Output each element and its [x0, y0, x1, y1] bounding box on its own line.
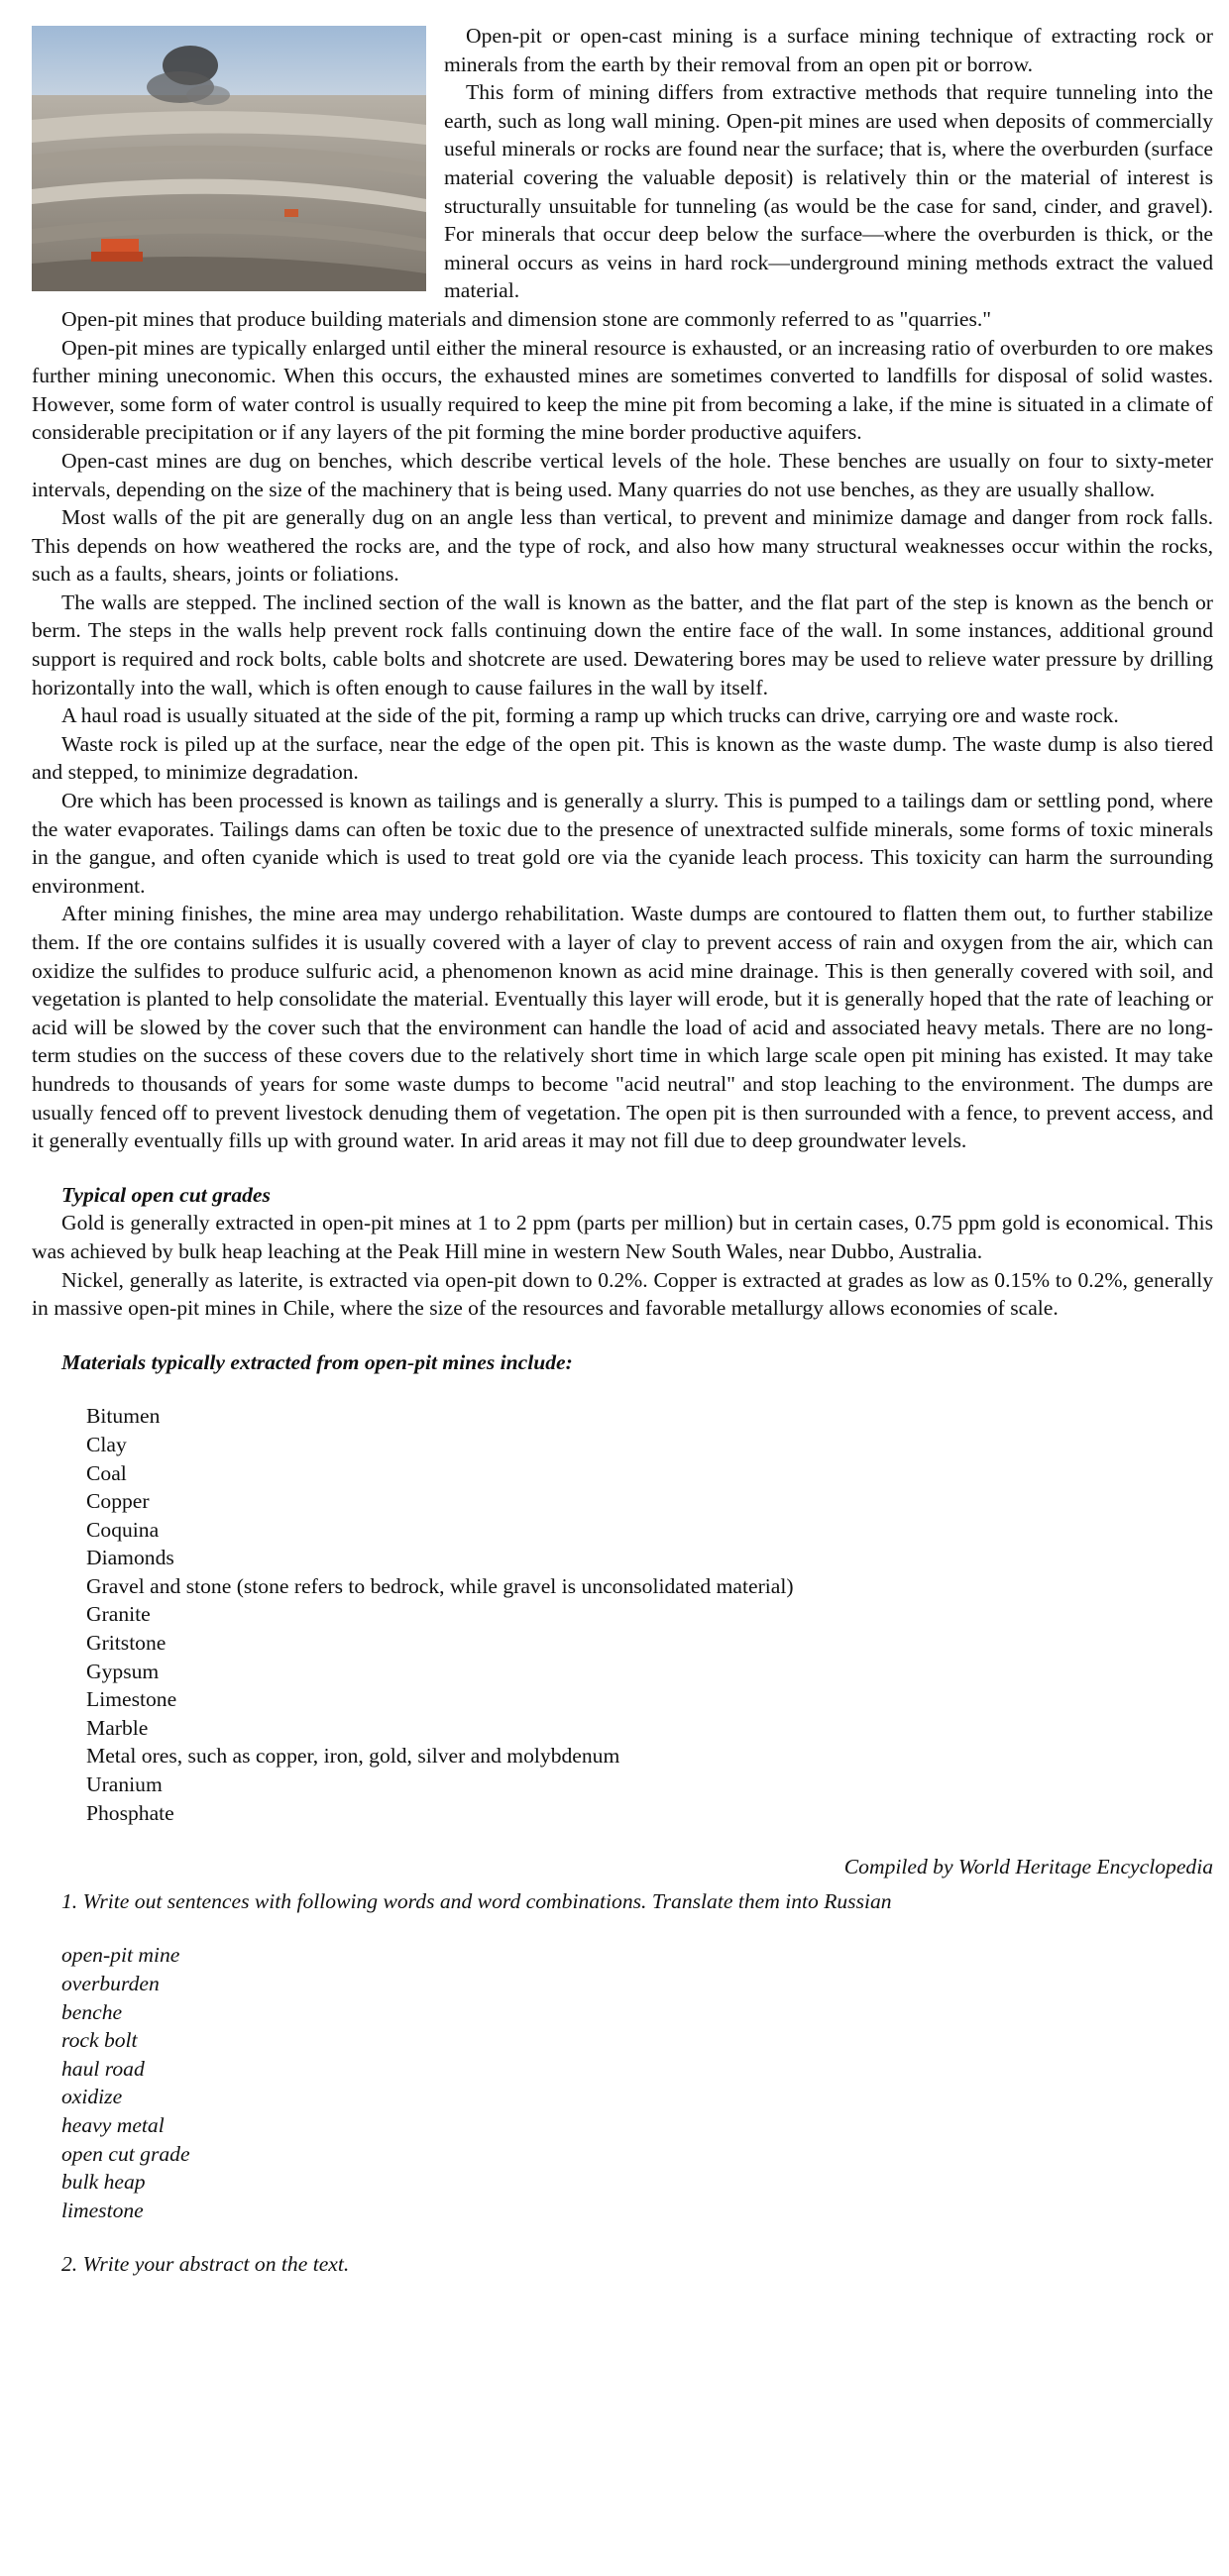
list-item: Metal ores, such as copper, iron, gold, silver and molybdenum: [86, 1744, 620, 1769]
spacer: [32, 1323, 1213, 1348]
list-item: Coal: [86, 1460, 127, 1485]
grades-paragraph: Nickel, generally as laterite, is extracted via open-pit down to 0.2%. Copper is extracted at grades as low as 0.15% to 0.2%, generally in massive open-pit mines in Chile, where the size of the resources and favorable metallurgy allows economies of scale.: [32, 1267, 1213, 1321]
body-paragraph: Ore which has been processed is known as tailings and is generally a slurry. This is pumped to a tailings dam or settling pond, where the water evaporates. Tailings dams can often be toxic due to the presence of unextracted sulfide minerals, some forms of toxic minerals in the gangue, and often cyanide which is used to treat gold ore via the cyanide leach process. This toxicity can harm the surrounding environment.: [32, 789, 1213, 898]
list-item: Gravel and stone (stone refers to bedrock, while gravel is unconsolidated material): [86, 1573, 794, 1598]
body-paragraph: Waste rock is piled up at the surface, near the edge of the open pit. This is known as the waste dump. The waste dump is also tiered and stepped, to minimize degradation.: [32, 731, 1213, 785]
spacer: [32, 1827, 1213, 1853]
vocabulary-item: oxidize: [61, 2085, 123, 2109]
vocabulary-item: open cut grade: [61, 2141, 190, 2166]
spacer: [32, 1915, 1213, 1941]
vocabulary-item: limestone: [61, 2198, 144, 2222]
materials-list: [32, 1402, 1213, 1827]
list-item: Limestone: [86, 1687, 177, 1712]
list-item: Marble: [86, 1715, 149, 1740]
body-paragraph: The walls are stepped. The inclined section of the wall is known as the batter, and the flat part of the step is known as the bench or berm. The steps in the walls help prevent rock falls continuing down the entire face of the wall. In some instances, additional ground support is required and rock bolts, cable bolts and shotcrete are used. Dewatering bores may be used to relieve water pressure by drilling horizontally into the wall, which is often enough to cause failures in the wall by itself.: [32, 590, 1213, 699]
task-2-instruction: 2. Write your abstract on the text.: [61, 2252, 350, 2277]
list-item: Coquina: [86, 1517, 160, 1542]
materials-heading: Materials typically extracted from open-pit mines include:: [61, 1349, 573, 1374]
vocabulary-item: heavy metal: [61, 2112, 165, 2137]
list-item: Bitumen: [86, 1404, 161, 1429]
body-paragraph: A haul road is usually situated at the side of the pit, forming a ramp up which trucks can drive, carrying ore and waste rock.: [61, 703, 1119, 728]
list-item: Copper: [86, 1489, 150, 1514]
vocabulary-list: [32, 1941, 1213, 2224]
list-item: Uranium: [86, 1772, 163, 1797]
body-paragraph: Open-pit mines are typically enlarged until either the mineral resource is exhausted, or an increasing ratio of overburden to ore makes further mining uneconomic. When this occurs, the exhausted mines are sometimes converted to landfills for disposal of solid wastes. However, some form of water control is usually required to keep the mine pit from becoming a lake, if the mine is situated in a climate of considerable precipitation or if any layers of the pit forming the mine border productive aquifers.: [32, 335, 1213, 445]
task-1-instruction: 1. Write out sentences with following words and word combinations. Translate them into Russian: [61, 1888, 892, 1913]
source-credit: Compiled by World Heritage Encyclopedia: [843, 1855, 1213, 1879]
body-paragraph: Open-cast mines are dug on benches, which describe vertical levels of the hole. These benches are usually on four to sixty-meter intervals, depending on the size of the machinery that is being used. Many quarries do not use benches, as they are usually shallow.: [32, 448, 1213, 501]
intro-paragraph: This form of mining differs from extractive methods that require tunneling into the earth, such as long wall mining. Open-pit mines are used when deposits of commercially useful minerals or rocks are found near the surface; that is, where the overburden (surface material covering the valuable deposit) is relatively thin or the material of interest is structurally unsuitable for tunneling (as would be the case for sand, cinder, and gravel). For minerals that occur deep below the surface—where the overburden is thick, or the mineral occurs as veins in hard rock—underground mining methods extract the valued material.: [444, 80, 1213, 303]
list-item: Clay: [86, 1432, 127, 1456]
spacer: [32, 2224, 1213, 2250]
intro-paragraph: Open-pit or open-cast mining is a surface mining technique of extracting rock or minerals from the earth by their removal from an open pit or borrow.: [444, 24, 1213, 76]
list-item: Gypsum: [86, 1659, 160, 1683]
vocabulary-item: haul road: [61, 2056, 145, 2081]
vocabulary-item: rock bolt: [61, 2028, 138, 2053]
body-paragraph: After mining finishes, the mine area may undergo rehabilitation. Waste dumps are contoured to flatten them out, to further stabilize them. If the ore contains sulfides it is usually covered with a layer of clay to prevent access of rain and oxygen from the air, which can oxidize the sulfides to produce sulfuric acid, a phenomenon known as acid mine drainage. This is then generally covered with soil, and vegetation is planted to help consolidate the material. Eventually this layer will erode, but it is generally hoped that the rate of leaching or acid will be slowed by the cover such that the environment can handle the load of acid and associated heavy metals. There are no long-term studies on the success of these covers due to the relatively short time in which large scale open pit mining has existed. It may take hundreds to thousands of years for some waste dumps to become "acid neutral" and stop leaching to the environment. The dumps are usually fenced off to prevent livestock denuding them of vegetation. The open pit is then surrounded with a fence, to prevent access, and it generally eventually fills up with ground water. In arid areas it may not fill due to deep groundwater levels.: [32, 902, 1213, 1153]
vocabulary-item: bulk heap: [61, 2170, 146, 2195]
document-page: [32, 22, 1213, 2279]
vocabulary-item: open-pit mine: [61, 1943, 180, 1968]
list-item: Granite: [86, 1602, 151, 1627]
body-paragraph: Open-pit mines that produce building materials and dimension stone are commonly referred to as "quarries.": [61, 306, 992, 331]
grades-paragraph: Gold is generally extracted in open-pit mines at 1 to 2 ppm (parts per million) but in certain cases, 0.75 ppm gold is economical. This was achieved by bulk heap leaching at the Peak Hill mine in western New South Wales, near Dubbo, Australia.: [32, 1211, 1213, 1263]
grades-heading: Typical open cut grades: [61, 1182, 271, 1207]
list-item: Phosphate: [86, 1800, 174, 1825]
spacer: [32, 1155, 1213, 1181]
spacer: [32, 1376, 1213, 1402]
vocabulary-item: benche: [61, 1999, 123, 2024]
open-pit-mine-photo: [32, 26, 426, 291]
vocabulary-item: overburden: [61, 1972, 160, 1995]
list-item: Diamonds: [86, 1546, 174, 1570]
list-item: Gritstone: [86, 1631, 167, 1656]
body-paragraph: Most walls of the pit are generally dug on an angle less than vertical, to prevent and minimize damage and danger from rock falls. This depends on how weathered the rocks are, and the type of rock, and also how many structural weaknesses occur within the rocks, such as a faults, shears, joints or foliations.: [32, 505, 1213, 587]
